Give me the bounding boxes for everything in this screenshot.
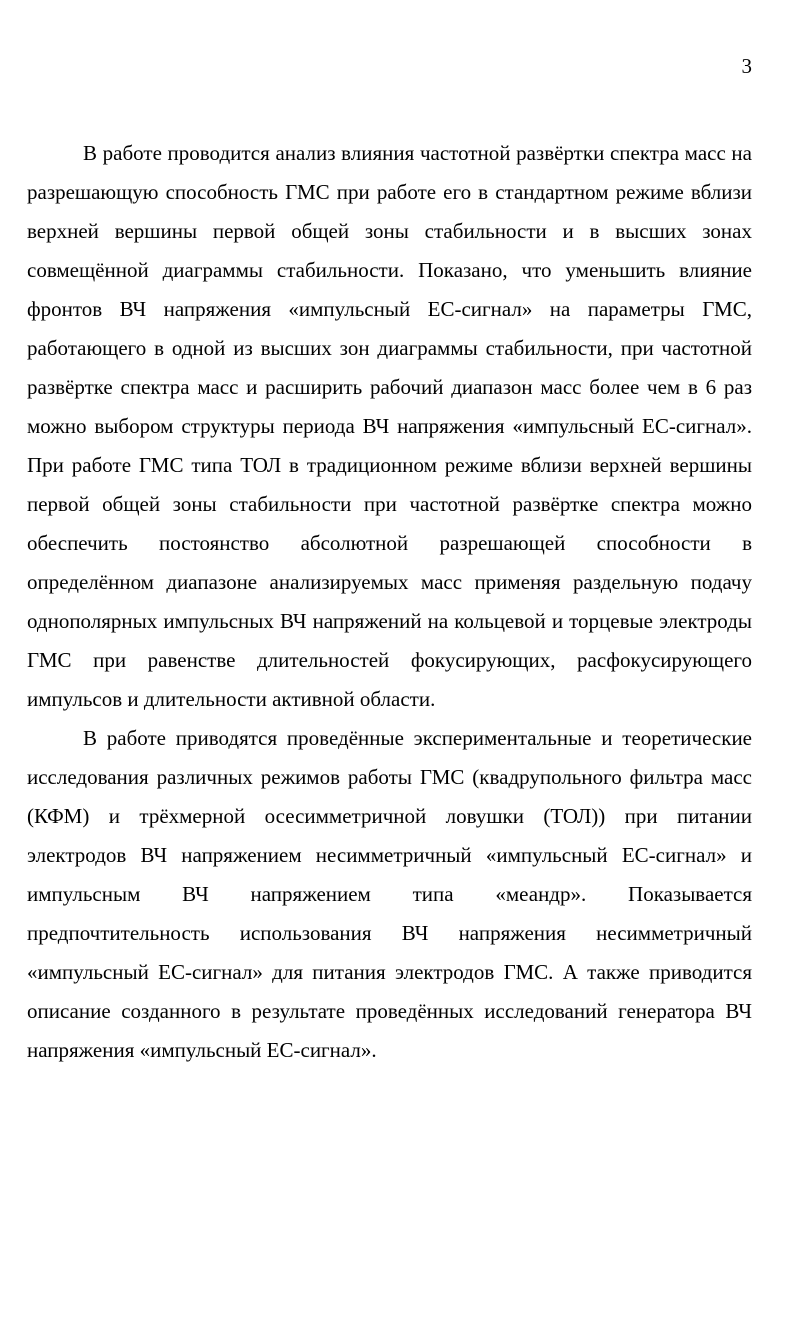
paragraph-1: В работе проводится анализ влияния частотной развёртки спектра масс на разрешающую способность ГМС при работе его в стандартном режиме вблизи верхней вершины первой общей зоны стабильности и в высших зонах совмещённой диаграммы стабильности. Показано, что уменьшить влияние фронтов ВЧ напряжения «импульсный ЕС-сигнал» на параметры ГМС, работающего в одной из высших зон диаграммы стабильности, при частотной развёртке спектра масс и расширить рабочий диапазон масс более чем в 6 раз можно выбором структуры периода ВЧ напряжения «импульсный ЕС-сигнал». При работе ГМС типа ТОЛ в традиционном режиме вблизи верхней вершины первой общей зоны стабильности при частотной развёртке спектра можно обеспечить постоянство абсолютной разрешающей способности в определённом диапазоне анализируемых масс применяя раздельную подачу однополярных импульсных ВЧ напряжений на кольцевой и торцевые электроды ГМС при равенстве длительностей фокусирующих, расфокусирующего импульсов и длительности активной области. [27,141,752,711]
page-number: 3 [741,54,752,78]
paragraph-2: В работе приводятся проведённые экспериментальные и теоретические исследования различных режимов работы ГМС (квадрупольного фильтра масс (КФМ) и трёхмерной осесимметричной ловушки (ТОЛ)) при питании электродов ВЧ напряжением несимметричный «импульсный ЕС-сигнал» и импульсным ВЧ напряжением типа «меандр». Показывается предпочтительность использования ВЧ напряжения несимметричный «импульсный ЕС-сигнал» для питания электродов ГМС. А также приводится описание созданного в результате проведённых исследований генератора ВЧ напряжения «импульсный ЕС-сигнал». [27,726,752,1062]
body-text [27,134,752,1070]
